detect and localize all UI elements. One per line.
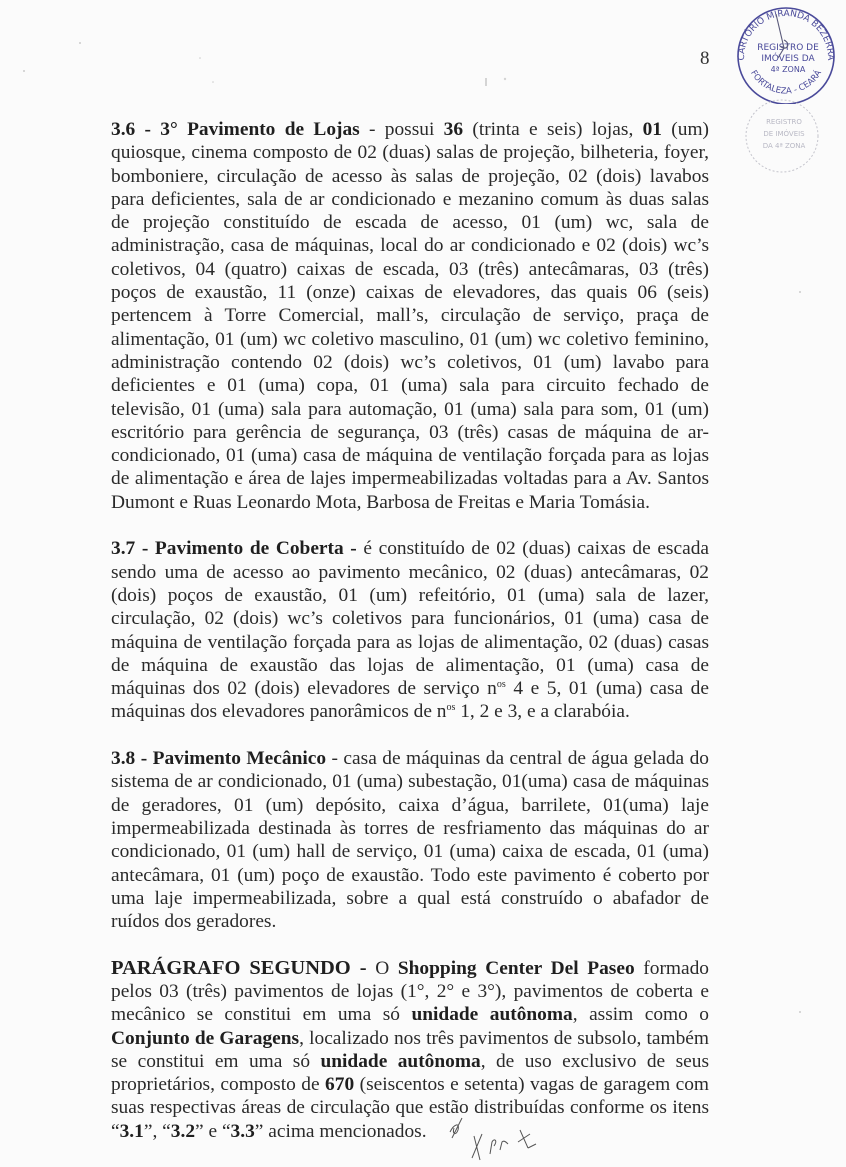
section-3-7: 3.7 - Pavimento de Coberta - é constituído de 02 (duas) caixas de escada sendo uma de acesso ao pavimento mecânico, 02 (duas) antecâmaras, 02 (dois) poços de exaustão, 01 (um) refeitório, 01 (uma) sala de lazer, circulação, 02 (dois) wc’s coletivos para funcionários, 01 (uma) casa de máquina de ventilação forçada para as lojas de alimentação, 02 (duas) casas de máquina de exaustão das lojas de alimentação, 01 (uma) casa de máquinas dos 02 (dois) elevadores de serviço $n^{os}$ 4 e 5, 01 (uma) casa de máquinas dos elevadores panorâmicos de $n^{os}$ 1, 2 e 3, e a clarabóia. [111, 538, 709, 723]
stamp-ring-bottom: FORTALEZA - CEARÁ [748, 68, 824, 97]
section-3-7-heading: 3.7 - Pavimento de Coberta - [111, 538, 357, 560]
section-3-8-heading: 3.8 - Pavimento Mecânico [111, 748, 327, 770]
stamp-center-line-2: IMÓVEIS DA [761, 54, 815, 64]
stamp-ring-top: CARTÓRIO MIRANDA BEZERRA [736, 8, 836, 61]
stamp-center-line-1: REGISTRO DE [757, 43, 819, 53]
stamp-center-line-3: 4ª ZONA [770, 65, 806, 74]
faded-stamp-line-1: REGISTRO [766, 118, 802, 126]
faded-stamp [736, 96, 828, 176]
section-3-8: 3.8 - Pavimento Mecânico - casa de máquinas da central de água gelada do sistema de ar condicionado, 01 (uma) subestação, 01(uma) casa de máquinas de geradores, 01 (um) depósito, caixa d’água, barrilete, 01(uma) laje impermeabilizada destinada às torres de resfriamento das máquinas do ar condicionado, 01 (um) hall de serviço, 01 (uma) caixa de escada, 01 (uma) antecâmara, 01 (um) poço de exaustão. Todo este pavimento é coberto por uma laje impermeabilizada, sobre a qual está construído o abafador de ruídos dos geradores. [111, 748, 709, 933]
initial-mark-2 [472, 1134, 482, 1160]
initial-mark-pr [490, 1140, 508, 1154]
document-body [111, 118, 709, 1166]
faded-stamp-line-2: DE IMÓVEIS [763, 130, 805, 138]
handwritten-initials [448, 1114, 538, 1162]
section-3-6: 3.6 - 3° Pavimento de Lojas - possui 36 (trinta e seis) lojas, 01 (um) quiosque, cinema composto de 02 (duas) salas de projeção, bilheteria, foyer, bomboniere, circulação de acesso às salas de projeção, 02 (dois) lavabos para deficientes, sala de ar condicionado e mezanino comum às duas salas de projeção constituído de escada de acesso, 01 (um) wc, sala de administração, casa de máquinas, local do ar condicionado e 02 (dois) wc’s coletivos, 04 (quatro) caixas de escada, 03 (três) antecâmaras, 03 (três) poços de exaustão, 11 (onze) caixas de elevadores, das quais 06 (seis) pertencem à Torre Comercial, mall’s, circulação de serviço, praça de alimentação, 01 (um) wc coletivo masculino, 01 (um) wc coletivo feminino, administração contendo 02 (dois) wc’s coletivos, 01 (um) lavabo para deficientes e 01 (uma) copa, 01 (uma) sala para circuito fechado de televisão, 01 (uma) sala para automação, 01 (uma) sala para som, 01 (um) escritório para gerência de segurança, 03 (três) casas de máquina de ar-condicionado, 01 (uma) casa de máquina de ventilação forçada para as lojas de alimentação e área de lajes impermeabilizadas voltadas para a Av. Santos Dumont e Ruas Leonardo Mota, Barbosa de Freitas e Maria Tomásia. [111, 119, 709, 513]
paragrafo-segundo-heading: PARÁGRAFO SEGUNDO - [111, 956, 367, 979]
registry-stamp [722, 0, 846, 104]
initial-mark-3 [518, 1130, 536, 1148]
paragrafo-segundo: PARÁGRAFO SEGUNDO - O Shopping Center Del Paseo formado pelos 03 (três) pavimentos de lojas (1°, 2° e 3°), pavimentos de coberta e mecânico se constitui em uma só unidade autônoma, assim como o Conjunto de Garagens, localizado nos três pavimentos de subsolo, também se constitui em uma só unidade autônoma, de uso exclusivo de seus proprietários, composto de 670 (seiscentos e setenta) vagas de garagem com suas respectivas áreas de circulação que estão distribuídas conforme os itens “3.1”, “3.2” e “3.3” acima mencionados. [111, 956, 710, 1142]
page-number: 8 [700, 48, 710, 69]
section-3-6-heading: 3.6 - 3° Pavimento de Lojas [111, 119, 360, 140]
faded-stamp-line-3: DA 4ª ZONA [762, 142, 806, 150]
initial-mark-1 [450, 1118, 462, 1138]
